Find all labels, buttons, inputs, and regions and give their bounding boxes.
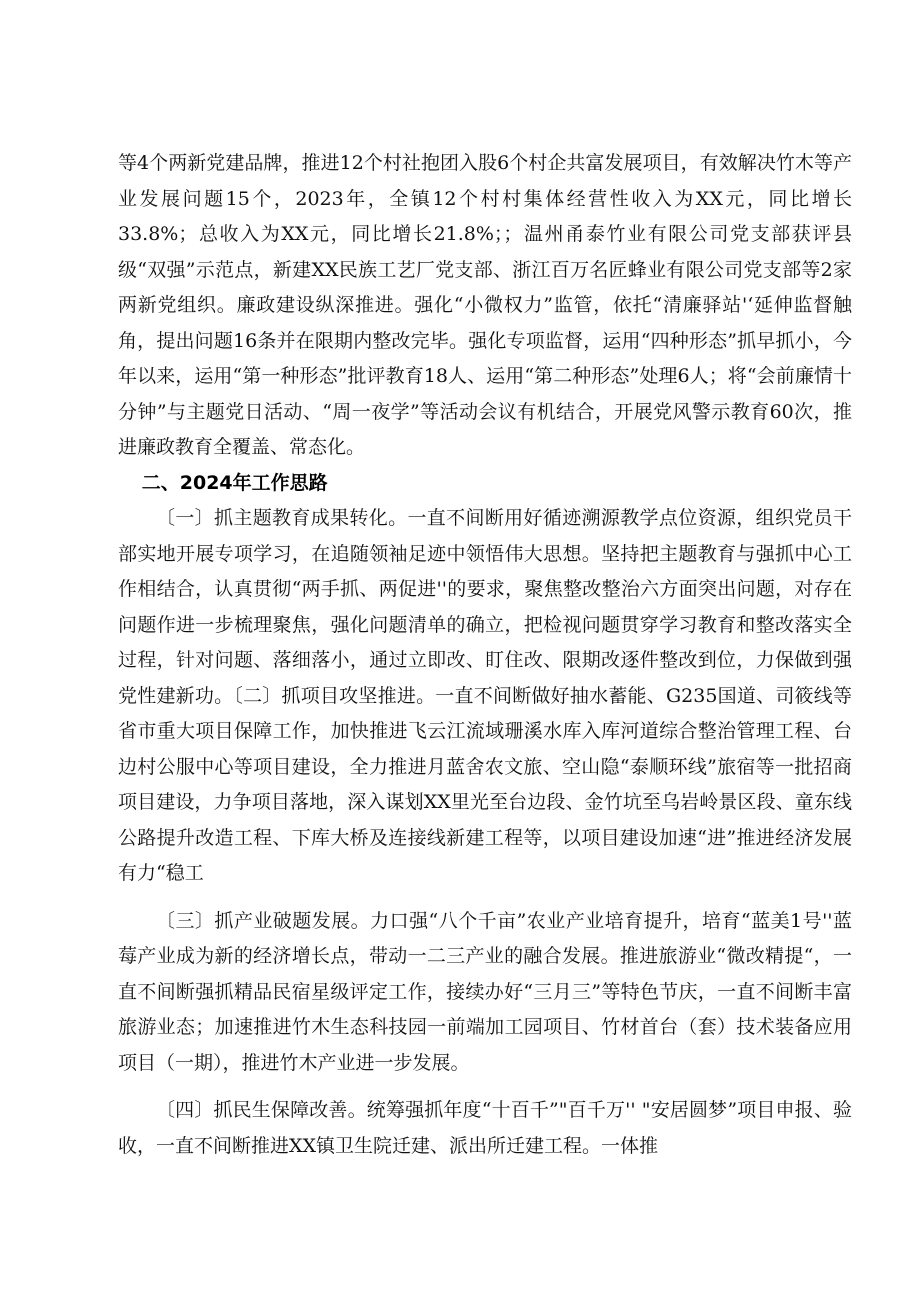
section-paragraph-2: 〔三〕抓产业破题发展。力口强“八个千亩”农业产业培育提升，培育“蓝美1号''蓝莓产业成为新的经济增长点，带动一二三产业的融合发展。推进旅游业“微改精提“，一直不间断强抓精品民宿星级评定工作，接续办好“三月三”等特色节庆，一直不间断丰富旅游业态；加速推进竹木生态科技园一前端加工园项目、竹材首台（套）技术装备应用项目（一期），推进竹木产业进一步发展。 [118,909,852,1074]
document-body [118,146,852,1164]
section-heading: 二、2024年工作思路 [141,471,328,494]
section-paragraph-3: 〔四〕抓民生保障改善。统筹强抓年度“十百千”"百千万'' "安居圆梦”项目申报、验收，一直不间断推进XX镇卫生院迁建、派出所迁建工程。一体推 [118,1099,852,1157]
body-paragraph-1: 等4个两新党建品牌，推进12个村社抱团入股6个村企共富发展项目，有效解决竹木等产业发展问题15个，2023年，全镇12个村村集体经营性收入为XX元，同比增长33.8%；总收入为XX元，同比增长21.8%；；温州甬泰竹业有限公司党支部获评县级“双强”示范点，新建XX民族工艺厂党支部、浙江百万名匠蜂业有限公司党支部等2家两新党组织。廉政建设纵深推进。强化“小微权力”监管，依托“清廉驿站'‘延伸监督触角，提出问题16条并在限期内整改完毕。强化专项监督，运用“四种形态”抓早抓小，今年以来，运用“第一种形态”批评教育18人、运用“第二种形态”处理6人；将“会前廉情十分钟”与主题党日活动、“周一夜学”等活动会议有机结合，开展党风警示教育60次，推进廉政教育全覆盖、常态化。 [118,152,852,458]
section-paragraph-1: 〔一〕抓主题教育成果转化。一直不间断用好循迹溯源教学点位资源，组织党员干部实地开展专项学习，在追随领袖足迹中领悟伟大思想。坚持把主题教育与强抓中心工作相结合，认真贯彻“两手抓、两促进''的要求，聚焦整改整治六方面突出问题，对存在问题作进一步梳理聚焦，强化问题清单的确立，把检视问题贯穿学习教育和整改落实全过程，针对问题、落细落小，通过立即改、盯住改、限期改逐件整改到位，力保做到强党性建新功。〔二〕抓项目攻坚推进。一直不间断做好抽水蓄能、G235国道、司筱线等省市重大项目保障工作，加快推进飞云江流域珊溪水库入库河道综合整治管理工程、台边村公服中心等项目建设，全力推进月蓝舍农文旅、空山隐“泰顺环线”旅宿等一批招商项目建设，力争项目落地，深入谋划XX里光至台边段、金竹坑至乌岩岭景区段、童东线公路提升改造工程、下库大桥及连接线新建工程等，以项目建设加速“进”推进经济发展有力“稳工 [118,507,852,884]
